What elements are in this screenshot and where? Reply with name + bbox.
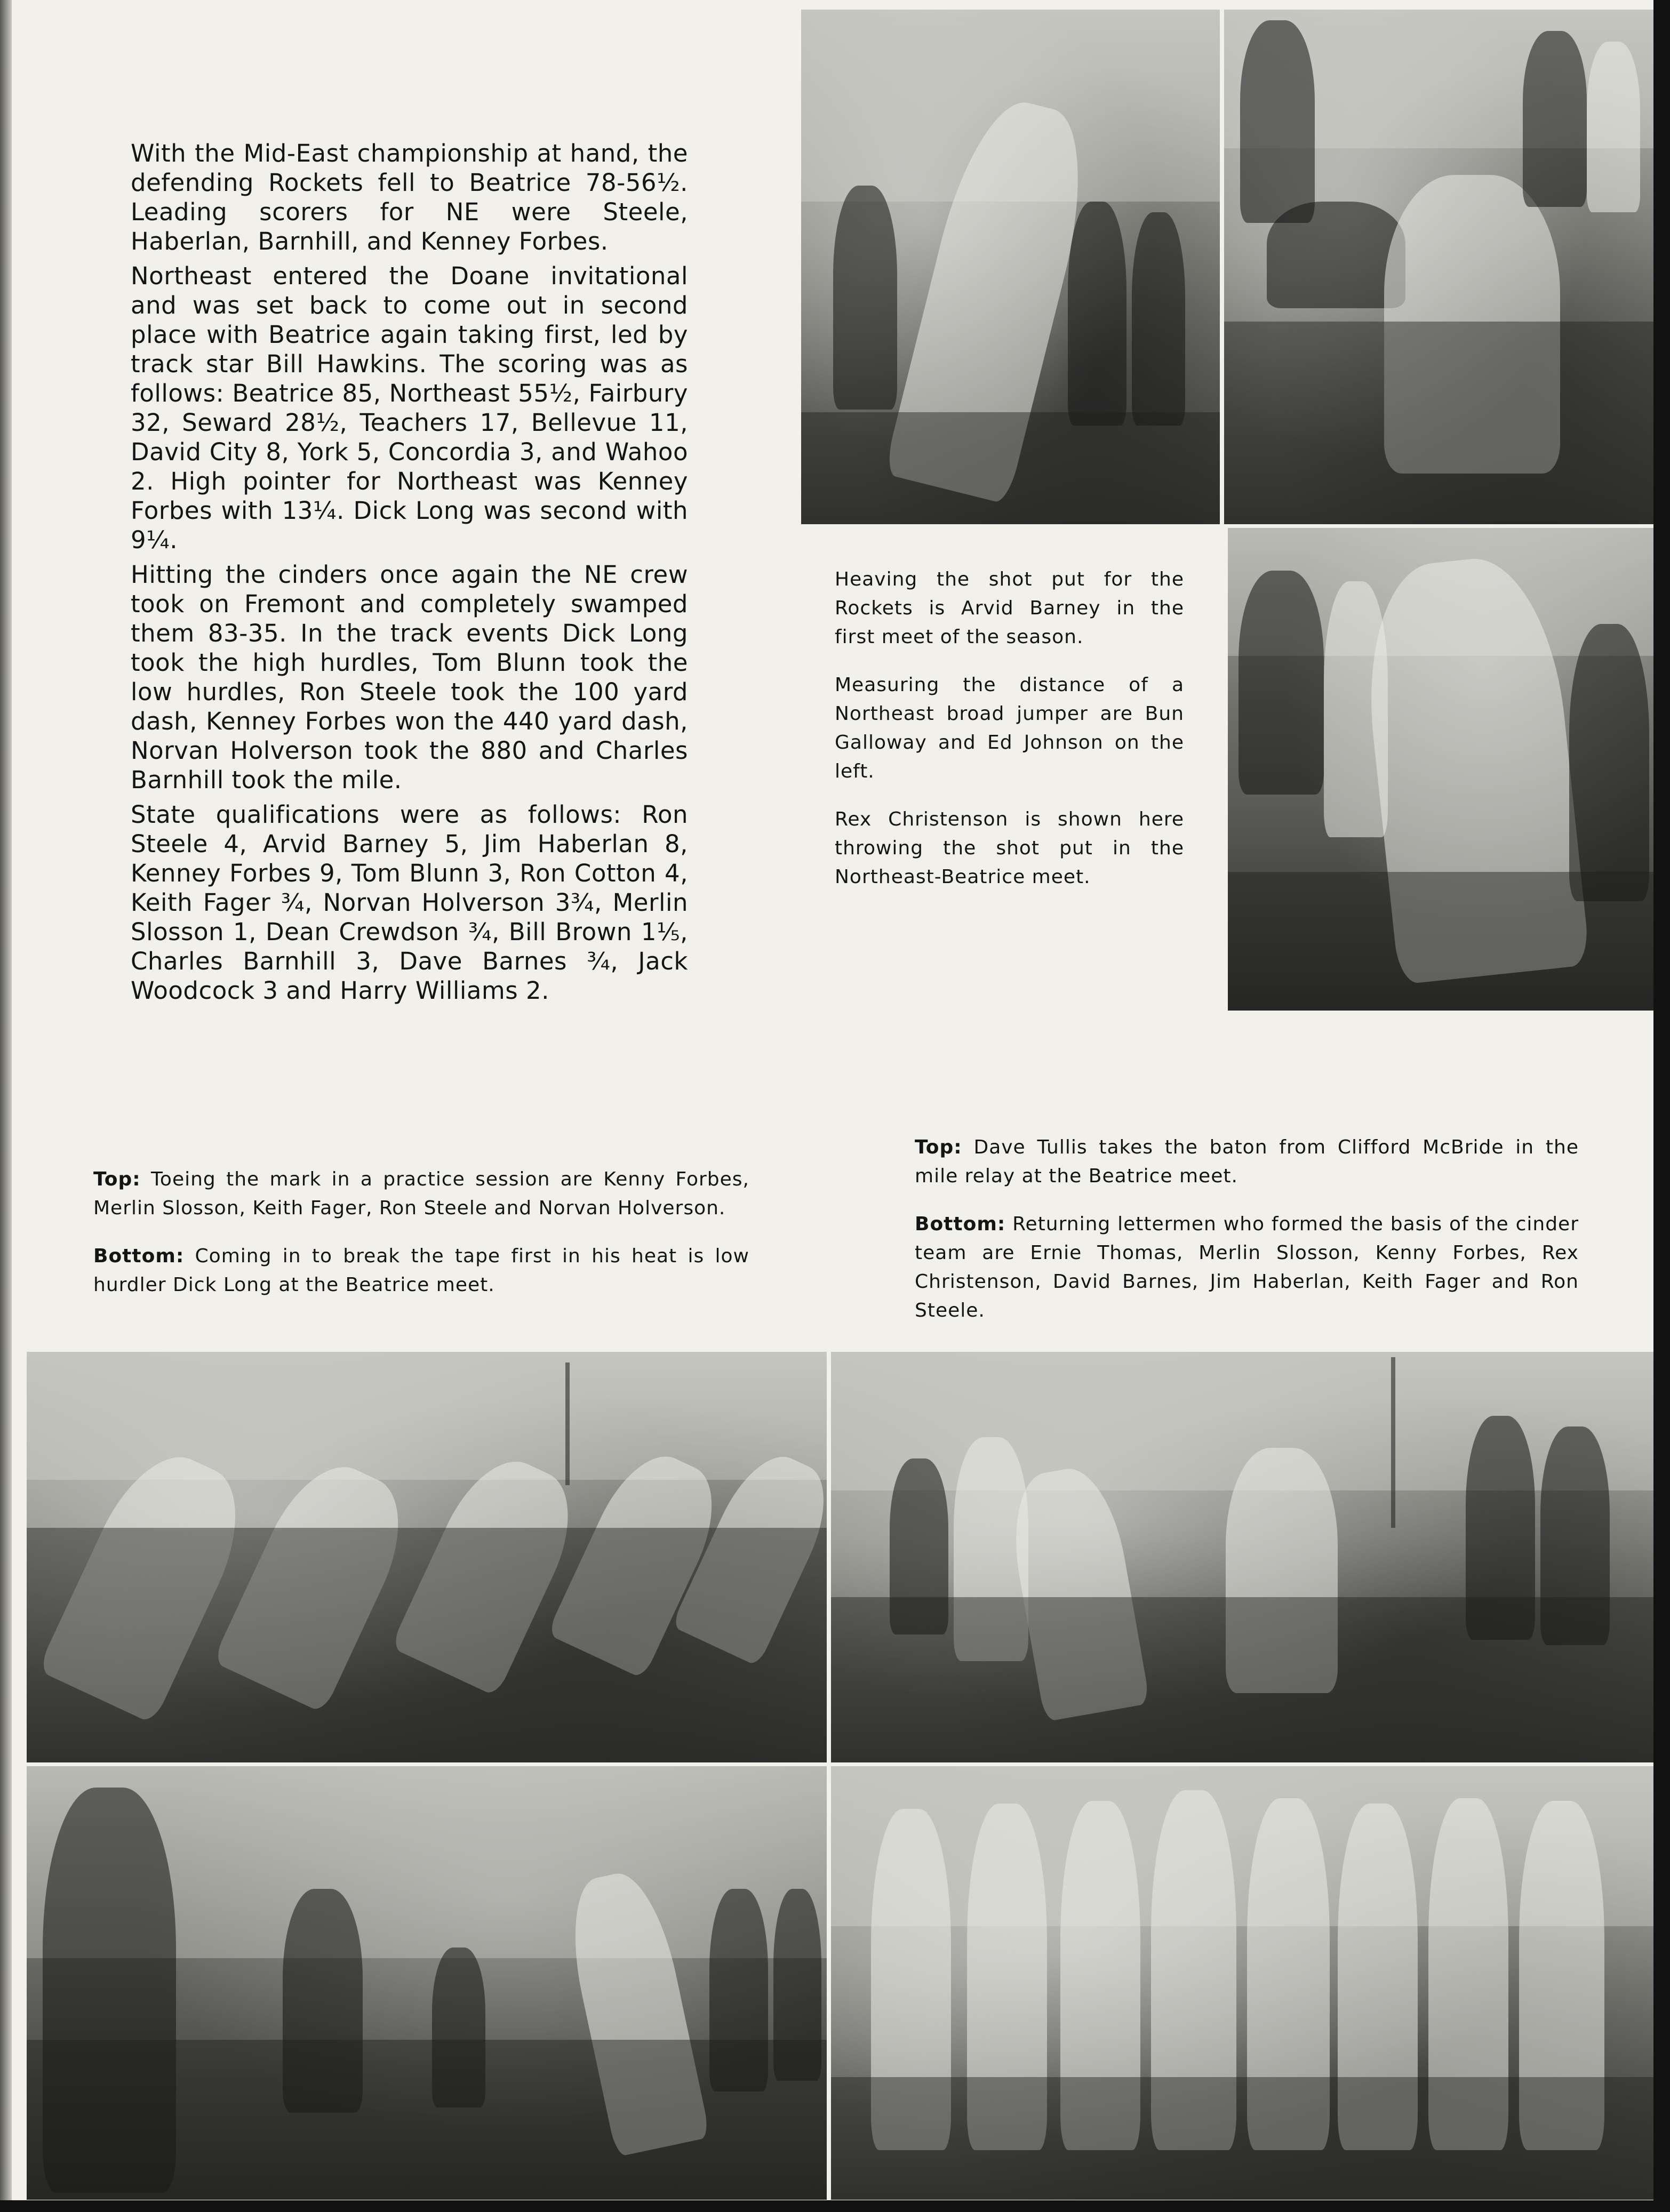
caption-right-photos: [915, 1133, 1579, 1344]
article-paragraph: With the Mid-East championship at hand, the defending Rockets fell to Beatrice 78-56½. Leading scorers for NE were Steele, Haberlan, Barnhill, and Kenney Forbes.: [131, 139, 688, 255]
page-binding-edge: [0, 0, 12, 2212]
photo-practice-start: [27, 1352, 827, 1762]
photo-lettermen-group: [831, 1766, 1653, 2200]
caption-left-photos: [93, 1165, 749, 1319]
article-body: [131, 139, 688, 1011]
article-paragraph: State qualifications were as follows: Ron Steele 4, Arvid Barney 5, Jim Haberlan 8, Kenney Forbes 9, Tom Blunn 3, Ron Cotton 4, Keith Fager ¾, Norvan Holverson 3¾, Merlin Slosson 1, Dean Crewdson ¾, Bill Brown 1⅕, Charles Barnhill 3, Dave Barnes ¾, Jack Woodcock 3 and Harry Williams 2.: [131, 800, 688, 1005]
page-bottom-border: [0, 2200, 1670, 2212]
caption-label: Top:: [93, 1168, 141, 1190]
photo-shot-put-barney: [801, 10, 1220, 524]
photo-hurdler-long: [27, 1766, 827, 2200]
photo-baton-relay: [831, 1352, 1653, 1762]
caption-top-photos: [835, 565, 1184, 911]
caption-baton-relay: Dave Tullis takes the baton from Clifford McBride in the mile relay at the Beatrice meet.: [915, 1136, 1579, 1187]
photo-shot-put-christenson: [1228, 528, 1653, 1011]
article-paragraph: Northeast entered the Doane invitational and was set back to come out in second place with Beatrice again taking first, led by track star Bill Hawkins. The scoring was as follows: Beatrice 85, Northeast 55½, Fairbury 32, Seward 28½, Teachers 17, Bellevue 11, David City 8, York 5, Concordia 3, and Wahoo 2. High pointer for Northeast was Kenney Forbes with 13¼. Dick Long was second with 9¼.: [131, 262, 688, 554]
article-paragraph: Hitting the cinders once again the NE crew took on Fremont and completely swamped them 83-35. In the track events Dick Long took the high hurdles, Tom Blunn took the low hurdles, Ron Steele took the 100 yard dash, Kenney Forbes won the 440 yard dash, Norvan Holverson took the 880 and Charles Barnhill took the mile.: [131, 560, 688, 794]
caption-label: Bottom:: [93, 1245, 185, 1267]
caption-hurdler-long: Coming in to break the tape first in his heat is low hurdler Dick Long at the Beatrice meet.: [93, 1245, 749, 1296]
caption-broad-jump-measuring: Measuring the distance of a Northeast broad jumper are Bun Galloway and Ed Johnson on the left.: [835, 674, 1184, 782]
caption-label: Bottom:: [915, 1213, 1006, 1235]
caption-lettermen: Returning lettermen who formed the basis of the cinder team are Ernie Thomas, Merlin Slosson, Kenny Forbes, Rex Christenson, David Barnes, Jim Haberlan, Keith Fager and Ron Steele.: [915, 1213, 1579, 1321]
caption-label: Top:: [915, 1136, 962, 1158]
caption-shot-put-barney: Heaving the shot put for the Rockets is Arvid Barney in the first meet of the season.: [835, 568, 1184, 648]
caption-shot-put-christenson: Rex Christenson is shown here throwing the shot put in the Northeast-Beatrice meet.: [835, 808, 1184, 888]
photo-broad-jump-measuring: [1224, 10, 1653, 524]
page-right-border: [1653, 0, 1670, 2212]
caption-practice-start: Toeing the mark in a practice session are Kenny Forbes, Merlin Slosson, Keith Fager, Ron Steele and Norvan Holverson.: [93, 1168, 749, 1219]
